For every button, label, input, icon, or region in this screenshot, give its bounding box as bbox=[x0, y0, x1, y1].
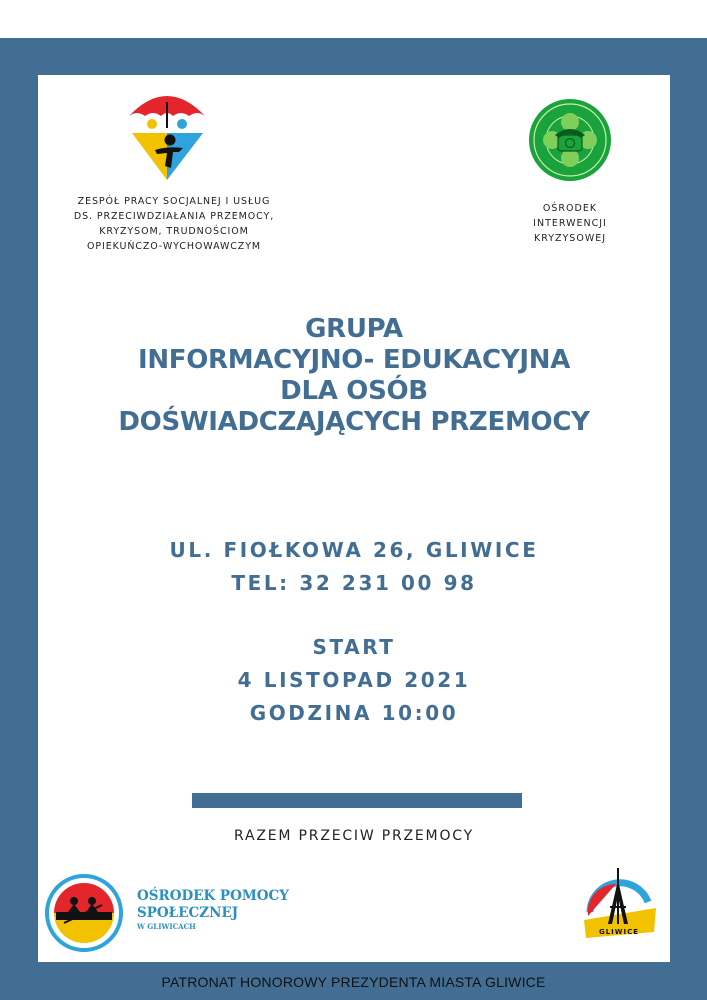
org-right-line: INTERWENCJI bbox=[533, 218, 607, 229]
start-date: 4 LISTOPAD 2021 bbox=[237, 668, 471, 692]
ops-name-line2: SPOŁECZNEJ bbox=[137, 905, 239, 921]
org-left-line: ZESPÓŁ PRACY SOCJALNEJ I USŁUG bbox=[77, 196, 271, 207]
ops-name-line1: OŚRODEK POMOCY bbox=[137, 888, 289, 904]
start-time: GODZINA 10:00 bbox=[249, 701, 459, 725]
crisis-center-seal-icon bbox=[527, 97, 613, 183]
org-left-line: OPIEKUŃCZO-WYCHOWAWCZYM bbox=[87, 241, 261, 252]
ops-name bbox=[137, 888, 289, 931]
org-left-line: DS. PRZECIWDZIAŁANIA PRZEMOCY, bbox=[73, 211, 275, 222]
address: UL. FIOŁKOWA 26, GLIWICE bbox=[169, 538, 539, 562]
slogan: RAZEM PRZECIW PRZEMOCY bbox=[234, 828, 474, 844]
org-name-left bbox=[40, 194, 308, 254]
gliwice-logo-text: GLIWICE bbox=[598, 928, 640, 936]
contact-block bbox=[38, 534, 670, 600]
phone: TEL: 32 231 00 98 bbox=[231, 571, 477, 595]
org-right-line: KRYZYSOWEJ bbox=[533, 233, 607, 244]
org-left-line: KRYZYSOM, TRUDNOŚCIOM bbox=[99, 226, 249, 237]
ops-name-line3: W GLIWICACH bbox=[137, 922, 196, 931]
umbrella-family-logo-icon bbox=[127, 88, 207, 183]
title-line: GRUPA bbox=[305, 314, 403, 344]
gliwice-tower-logo-icon bbox=[576, 862, 662, 948]
org-name-right bbox=[500, 201, 640, 246]
title-line: DLA OSÓB bbox=[280, 376, 428, 406]
start-label: START bbox=[312, 635, 396, 659]
divider-bar bbox=[192, 793, 522, 808]
title-line: DOŚWIADCZAJĄCYCH PRZEMOCY bbox=[118, 407, 590, 437]
poster-title bbox=[38, 314, 670, 438]
ops-rowing-logo-icon bbox=[44, 873, 124, 953]
schedule-block bbox=[38, 631, 670, 730]
org-right-line: OŚRODEK bbox=[542, 203, 598, 214]
title-line: INFORMACYJNO- EDUKACYJNA bbox=[137, 345, 571, 375]
footer-patronage: PATRONAT HONOROWY PREZYDENTA MIASTA GLIWICE bbox=[161, 974, 546, 990]
